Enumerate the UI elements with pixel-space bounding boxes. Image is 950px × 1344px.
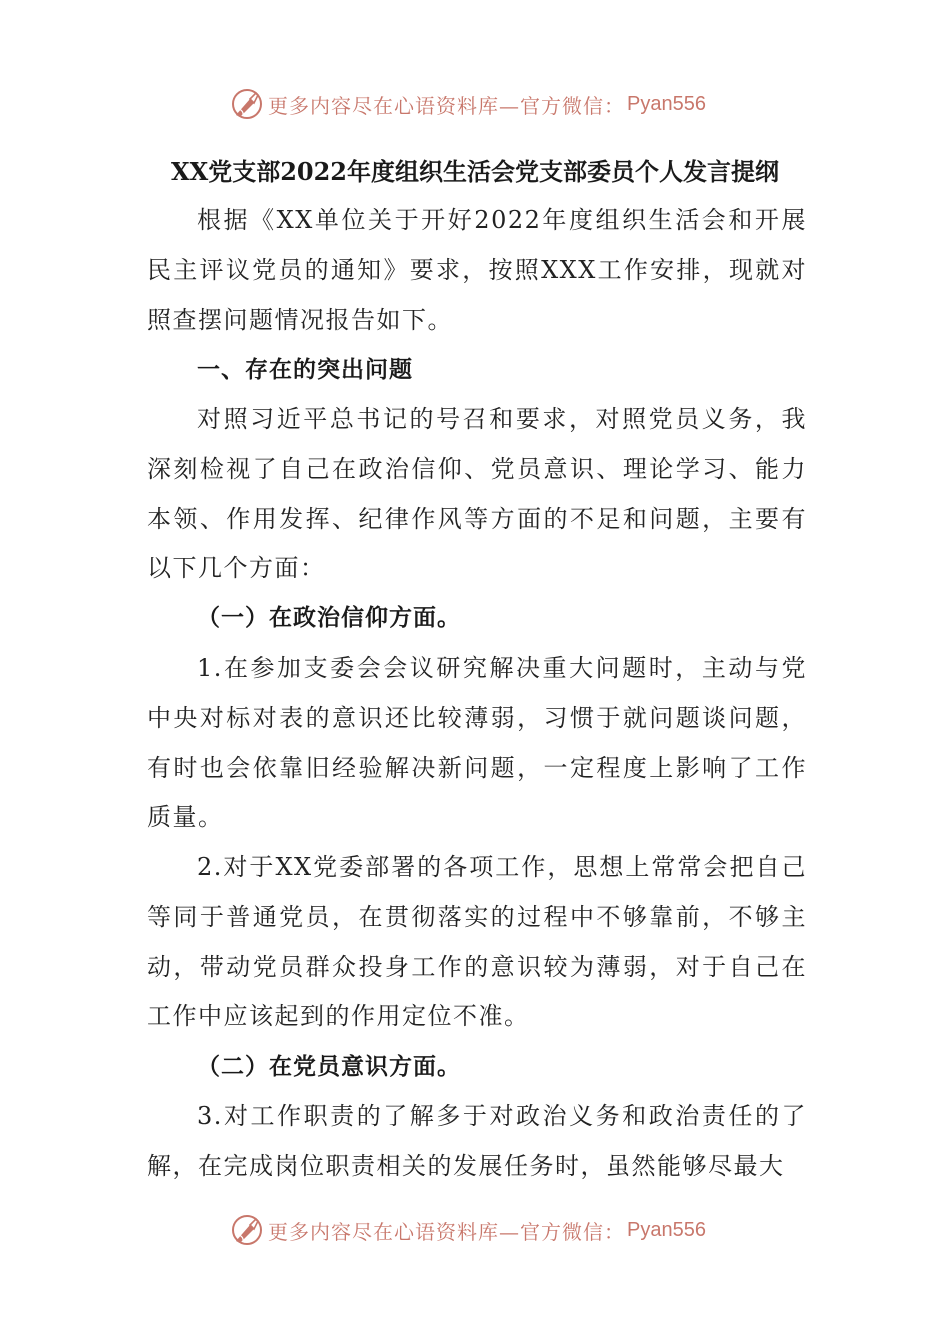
- document-title: XX党支部2022年度组织生活会党支部委员个人发言提纲: [170, 157, 780, 186]
- watermark-handle: Pyan556: [627, 1218, 706, 1241]
- section-heading-1: 一、存在的突出问题: [197, 357, 413, 383]
- watermark-footer: [230, 1212, 706, 1248]
- subsection-heading-2: （二）在党员意识方面。: [197, 1054, 461, 1080]
- subsection-heading-1: （一）在政治信仰方面。: [197, 605, 461, 631]
- pen-nib-logo-icon: [230, 1213, 264, 1247]
- watermark-text: 更多内容尽在心语资料库—官方微信：: [268, 93, 625, 118]
- watermark-header: [230, 86, 706, 122]
- intro-paragraph: 根据《XX单位关于开好2022年度组织生活会和开展民主评议党员的通知》要求，按照XXX工作安排，现就对照查摆问题情况报告如下。: [147, 206, 807, 334]
- item-1-paragraph: 1.在参加支委会会议研究解决重大问题时，主动与党中央对标对表的意识还比较薄弱，习惯于就问题谈问题，有时也会依靠旧经验解决新问题，一定程度上影响了工作质量。: [147, 654, 807, 832]
- watermark-handle: Pyan556: [627, 92, 706, 115]
- item-3-paragraph: 3.对工作职责的了解多于对政治义务和政治责任的了解，在完成岗位职责相关的发展任务时，虽然能够尽最大: [147, 1102, 807, 1180]
- section1-intro-paragraph: 对照习近平总书记的号召和要求，对照党员义务，我深刻检视了自己在政治信仰、党员意识、理论学习、能力本领、作用发挥、纪律作风等方面的不足和问题，主要有以下几个方面：: [147, 405, 807, 583]
- watermark-text: 更多内容尽在心语资料库—官方微信：: [268, 1219, 625, 1244]
- item-2-paragraph: 2.对于XX党委部署的各项工作，思想上常常会把自己等同于普通党员，在贯彻落实的过程中不够靠前，不够主动，带动党员群众投身工作的意识较为薄弱，对于自己在工作中应该起到的作用定位不准。: [147, 853, 807, 1031]
- pen-nib-logo-icon: [230, 87, 264, 121]
